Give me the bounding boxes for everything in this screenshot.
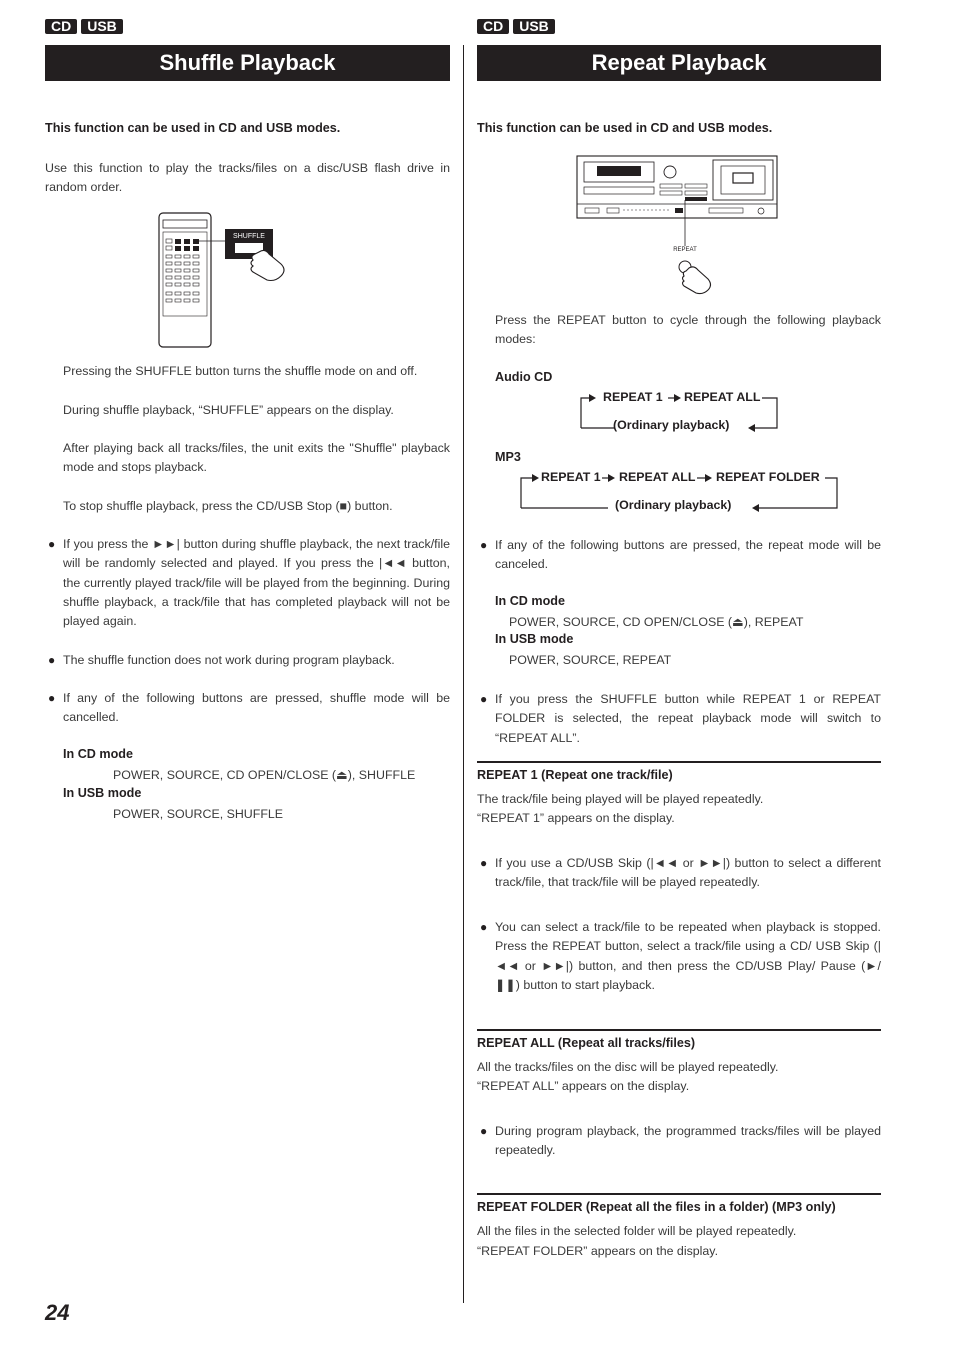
section-title-repeat: Repeat Playback — [477, 45, 881, 81]
mp3-step-ordinary: (Ordinary playback) — [615, 498, 732, 512]
shuffle-intro: Use this function to play the tracks/files on a disc/USB flash drive in random order. — [45, 161, 450, 195]
repeatall-line2: “REPEAT ALL” appears on the display. — [477, 1079, 690, 1093]
audio-cd-step-repeatall: REPEAT ALL — [684, 390, 761, 404]
usb-badge: USB — [81, 19, 123, 34]
shuffle-para1: Pressing the SHUFFLE button turns the shuffle mode on and off. — [63, 364, 418, 378]
repeatfolder-line2: “REPEAT FOLDER” appears on the display. — [477, 1244, 719, 1258]
bullet-icon: ● — [480, 692, 488, 706]
cd-badge: CD — [477, 19, 509, 34]
repeatall-heading: REPEAT ALL (Repeat all tracks/files) — [477, 1036, 696, 1050]
repeat1-heading: REPEAT 1 (Repeat one track/file) — [477, 768, 673, 782]
shuffle-bullet2: The shuffle function does not work during program playback. — [63, 653, 395, 667]
mode-badges-left — [45, 18, 127, 36]
front-panel-illustration — [575, 154, 780, 299]
repeatfolder-heading: REPEAT FOLDER (Repeat all the files in a folder) (MP3 only) — [477, 1200, 836, 1214]
audio-cd-step-ordinary: (Ordinary playback) — [613, 418, 730, 432]
audio-cd-step-repeat1: REPEAT 1 — [603, 390, 663, 404]
mp3-heading: MP3 — [495, 450, 521, 464]
repeat1-bullet2: You can select a track/file to be repeated when playback is stopped. Press the REPEAT button, select a track/file using a CD/ USB Skip (|◄◄ or ►►|) button, and then press the CD/USB Play/ Pause (►/❚❚) button to start playback. — [495, 920, 881, 992]
shuffle-para3: After playing back all tracks/files, the unit exits the "Shuffle" playback mode and stops playback. — [63, 441, 450, 475]
repeat1-line1: The track/file being played will be played repeatedly. — [477, 792, 764, 806]
shuffle-bullet3: If any of the following buttons are pressed, shuffle mode will be cancelled. — [63, 691, 450, 725]
bullet-icon: ● — [480, 856, 488, 870]
section-title-shuffle: Shuffle Playback — [45, 45, 450, 81]
bullet-icon: ● — [48, 537, 56, 551]
repeat-usb-mode-heading: In USB mode — [495, 632, 574, 646]
section-rule — [477, 1029, 881, 1031]
cd-badge: CD — [45, 19, 77, 34]
repeat-callout-label: REPEAT — [673, 247, 697, 253]
shuffle-cd-mode-heading: In CD mode — [63, 747, 133, 761]
section-rule — [477, 761, 881, 763]
bullet-icon: ● — [48, 653, 56, 667]
repeat-bullet2: If you press the SHUFFLE button while REPEAT 1 or REPEAT FOLDER is selected, the repeat playback mode will switch to “REPEAT ALL”. — [495, 692, 881, 745]
page-number: 24 — [45, 1300, 70, 1325]
shuffle-para4: To stop shuffle playback, press the CD/USB Stop (■) button. — [63, 499, 393, 513]
bullet-icon: ● — [480, 1124, 488, 1138]
shuffle-lead: This function can be used in CD and USB modes. — [45, 121, 341, 135]
repeat-lead: This function can be used in CD and USB modes. — [477, 121, 773, 135]
mode-badges-right — [477, 18, 559, 36]
bullet-icon: ● — [480, 920, 488, 934]
repeat-intro: Press the REPEAT button to cycle through the following playback modes: — [495, 313, 881, 347]
repeat-cd-mode-buttons: POWER, SOURCE, CD OPEN/CLOSE (⏏), REPEAT — [509, 615, 804, 629]
repeat-usb-mode-buttons: POWER, SOURCE, REPEAT — [509, 653, 672, 667]
bullet-icon: ● — [48, 691, 56, 705]
remote-control-illustration — [155, 208, 300, 350]
shuffle-para2: During shuffle playback, “SHUFFLE” appears on the display. — [63, 403, 394, 417]
usb-badge: USB — [513, 19, 555, 34]
section-rule — [477, 1193, 881, 1195]
mp3-step-repeatall: REPEAT ALL — [619, 470, 696, 484]
repeatfolder-line1: All the files in the selected folder will be played repeatedly. — [477, 1224, 797, 1238]
repeat1-line2: “REPEAT 1” appears on the display. — [477, 811, 675, 825]
repeat-cd-mode-heading: In CD mode — [495, 594, 565, 608]
bullet-icon: ● — [480, 538, 488, 552]
repeatall-line1: All the tracks/files on the disc will be played repeatedly. — [477, 1060, 779, 1074]
shuffle-usb-mode-buttons: POWER, SOURCE, SHUFFLE — [113, 807, 284, 821]
shuffle-callout-label: SHUFFLE — [233, 233, 265, 240]
repeat1-bullet1: If you use a CD/USB Skip (|◄◄ or ►►|) button to select a different track/file, that track/file will be played repeatedly. — [495, 856, 881, 890]
repeat-bullet1: If any of the following buttons are pressed, the repeat mode will be canceled. — [495, 538, 881, 572]
shuffle-usb-mode-heading: In USB mode — [63, 786, 142, 800]
mp3-step-repeatfolder: REPEAT FOLDER — [716, 470, 820, 484]
repeatall-bullet1: During program playback, the programmed tracks/files will be played repeatedly. — [495, 1124, 881, 1158]
audio-cd-heading: Audio CD — [495, 370, 553, 384]
shuffle-cd-mode-buttons: POWER, SOURCE, CD OPEN/CLOSE (⏏), SHUFFLE — [113, 768, 416, 782]
column-divider — [463, 45, 464, 1303]
shuffle-bullet1: If you press the ►►| button during shuffle playback, the next track/file will be randomly selected and played. If you press the |◄◄ button, the currently played track/file will be played from the beginning. During shuffle playback, a track/file that has completed playback will not be played again. — [63, 537, 450, 629]
mp3-step-repeat1: REPEAT 1 — [541, 470, 601, 484]
